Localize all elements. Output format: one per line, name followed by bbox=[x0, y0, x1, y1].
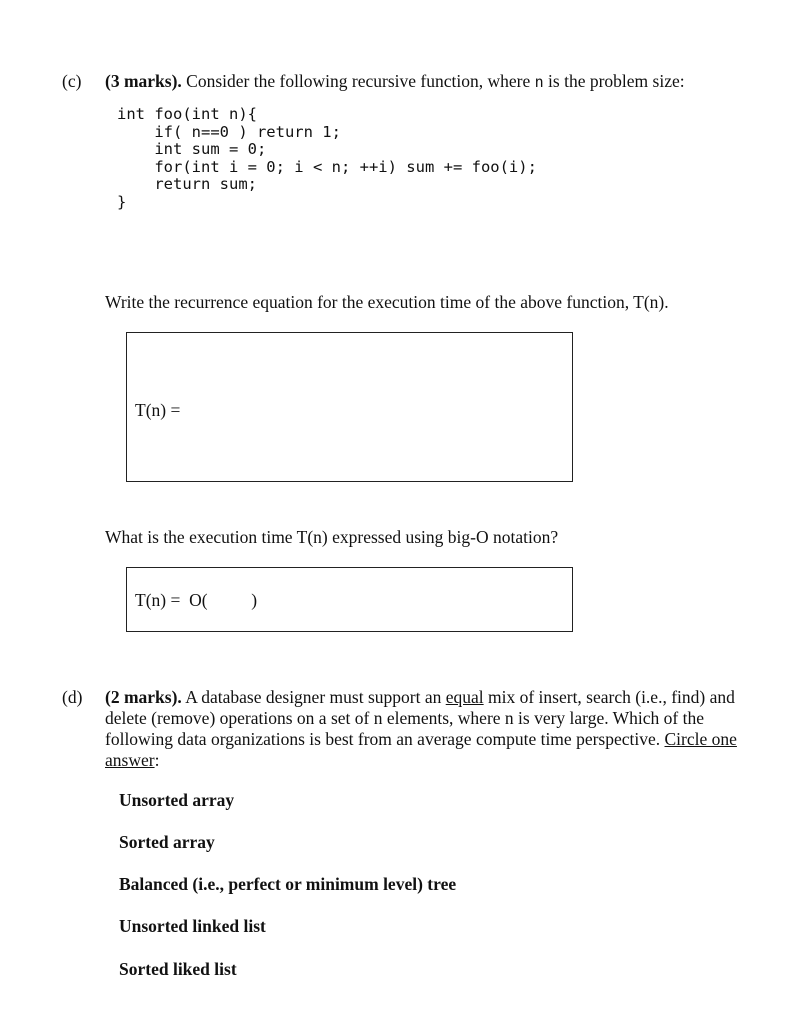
part-d-equal-word: equal bbox=[445, 687, 484, 707]
code-line: int sum = 0; bbox=[117, 140, 267, 158]
option-unsorted-array[interactable]: Unsorted array bbox=[119, 790, 235, 810]
part-d-text-b: mix of insert, search (i.e., find) and delete (remove) operations on a set of n elements, where n is very large. Which of the following data organizations is best from an average compute time perspective. bbox=[105, 687, 735, 749]
recurrence-box-label: T(n) = bbox=[135, 400, 181, 420]
recurrence-question: Write the recurrence equation for the execution time of the above function, T(n). bbox=[105, 292, 669, 312]
part-d-label: (d) bbox=[62, 687, 83, 707]
option-balanced-tree[interactable]: Balanced (i.e., perfect or minimum level) tree bbox=[119, 874, 457, 894]
code-block bbox=[117, 106, 537, 211]
part-c-prompt-text: Consider the following recursive function, where bbox=[186, 71, 535, 91]
part-d-prompt bbox=[105, 687, 760, 771]
recurrence-answer-box[interactable] bbox=[126, 332, 573, 482]
code-line: for(int i = 0; i < n; ++i) sum += foo(i); bbox=[117, 157, 537, 176]
code-line: int foo(int n){ bbox=[117, 105, 257, 123]
part-c-prompt bbox=[105, 71, 785, 93]
big-o-box-label: T(n) = O( ) bbox=[135, 590, 258, 610]
part-c-var-n: n bbox=[534, 73, 544, 91]
part-d-text-c: : bbox=[154, 750, 160, 770]
part-c-label: (c) bbox=[62, 71, 82, 91]
big-o-answer-box[interactable] bbox=[126, 567, 573, 632]
code-line: return sum; bbox=[117, 175, 257, 193]
part-d-text-a: A database designer must support an bbox=[181, 687, 446, 707]
part-d-instruction: Circle one answer bbox=[105, 729, 737, 770]
option-unsorted-linked-list[interactable]: Unsorted linked list bbox=[119, 916, 266, 936]
code-line: } bbox=[117, 192, 127, 211]
option-sorted-array[interactable]: Sorted array bbox=[119, 832, 215, 852]
part-d-marks: (2 marks). bbox=[105, 687, 182, 707]
option-sorted-linked-list[interactable]: Sorted liked list bbox=[119, 959, 237, 979]
big-o-question: What is the execution time T(n) expressed using big-O notation? bbox=[105, 527, 559, 547]
part-c-prompt-suffix: is the problem size: bbox=[543, 71, 685, 91]
part-c-marks: (3 marks). bbox=[105, 71, 182, 91]
code-line: if( n==0 ) return 1; bbox=[117, 122, 341, 141]
